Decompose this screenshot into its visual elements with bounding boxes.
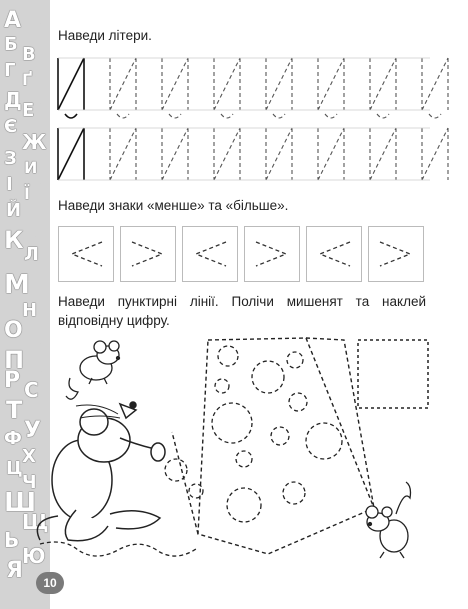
alphabet-letter: П (4, 346, 25, 374)
alphabet-letter: І (6, 174, 13, 195)
alphabet-letter: К (4, 226, 24, 254)
alphabet-letter: И (24, 158, 38, 177)
alphabet-letter: Ц (6, 458, 23, 479)
alphabet-letter: Е (22, 100, 35, 121)
mouse-large-icon (37, 402, 165, 541)
instruction-signs: Наведи знаки «менше» та «більше». (58, 198, 289, 213)
alphabet-letter: Й (6, 200, 22, 221)
alphabet-letter: Ї (24, 184, 30, 203)
instruction-letters: Наведи літери. (58, 28, 152, 43)
alphabet-letter: Н (22, 300, 38, 321)
alphabet-letter: В (22, 44, 36, 65)
page-number: 10 (36, 572, 64, 594)
sticker-box (358, 340, 428, 408)
alphabet-letter: Ю (22, 544, 46, 568)
alphabet-letter: Я (6, 558, 23, 583)
alphabet-letter: З (4, 148, 17, 169)
mouse-small-right-icon (366, 482, 411, 558)
mouse-small-top-icon (66, 341, 120, 399)
alphabet-letter: Ґ (22, 70, 33, 89)
alphabet-letter: Є (4, 116, 18, 137)
alphabet-letter: Ф (4, 428, 22, 449)
alphabet-letter: О (4, 318, 23, 343)
alphabet-letter: С (24, 378, 39, 402)
alphabet-letter: Д (4, 88, 22, 112)
alphabet-letter: Ч (22, 472, 37, 493)
cheese-wedge-icon (172, 338, 374, 554)
alphabet-letter: Щ (22, 510, 49, 534)
alphabet-letter: А (4, 8, 22, 33)
instruction-dotted-lines: Наведи пунктирні лінії. Полічи мишенят та наклей відповідну цифру. (58, 294, 426, 328)
alphabet-letter: Б (4, 34, 18, 55)
alphabet-letter: Л (24, 244, 39, 265)
alphabet-letter: У (24, 418, 41, 443)
alphabet-letter: Р (4, 368, 21, 393)
cheese-holes (165, 346, 342, 522)
alphabet-letter: Ш (4, 488, 37, 518)
alphabet-letter: М (4, 270, 30, 300)
alphabet-letter: Ь (4, 528, 20, 552)
dotted-ground-line (40, 542, 196, 556)
alphabet-letter: Х (22, 446, 36, 467)
alphabet-letter: Т (6, 396, 23, 424)
alphabet-letter: Г (4, 60, 16, 81)
alphabet-letter: Ж (22, 130, 47, 154)
